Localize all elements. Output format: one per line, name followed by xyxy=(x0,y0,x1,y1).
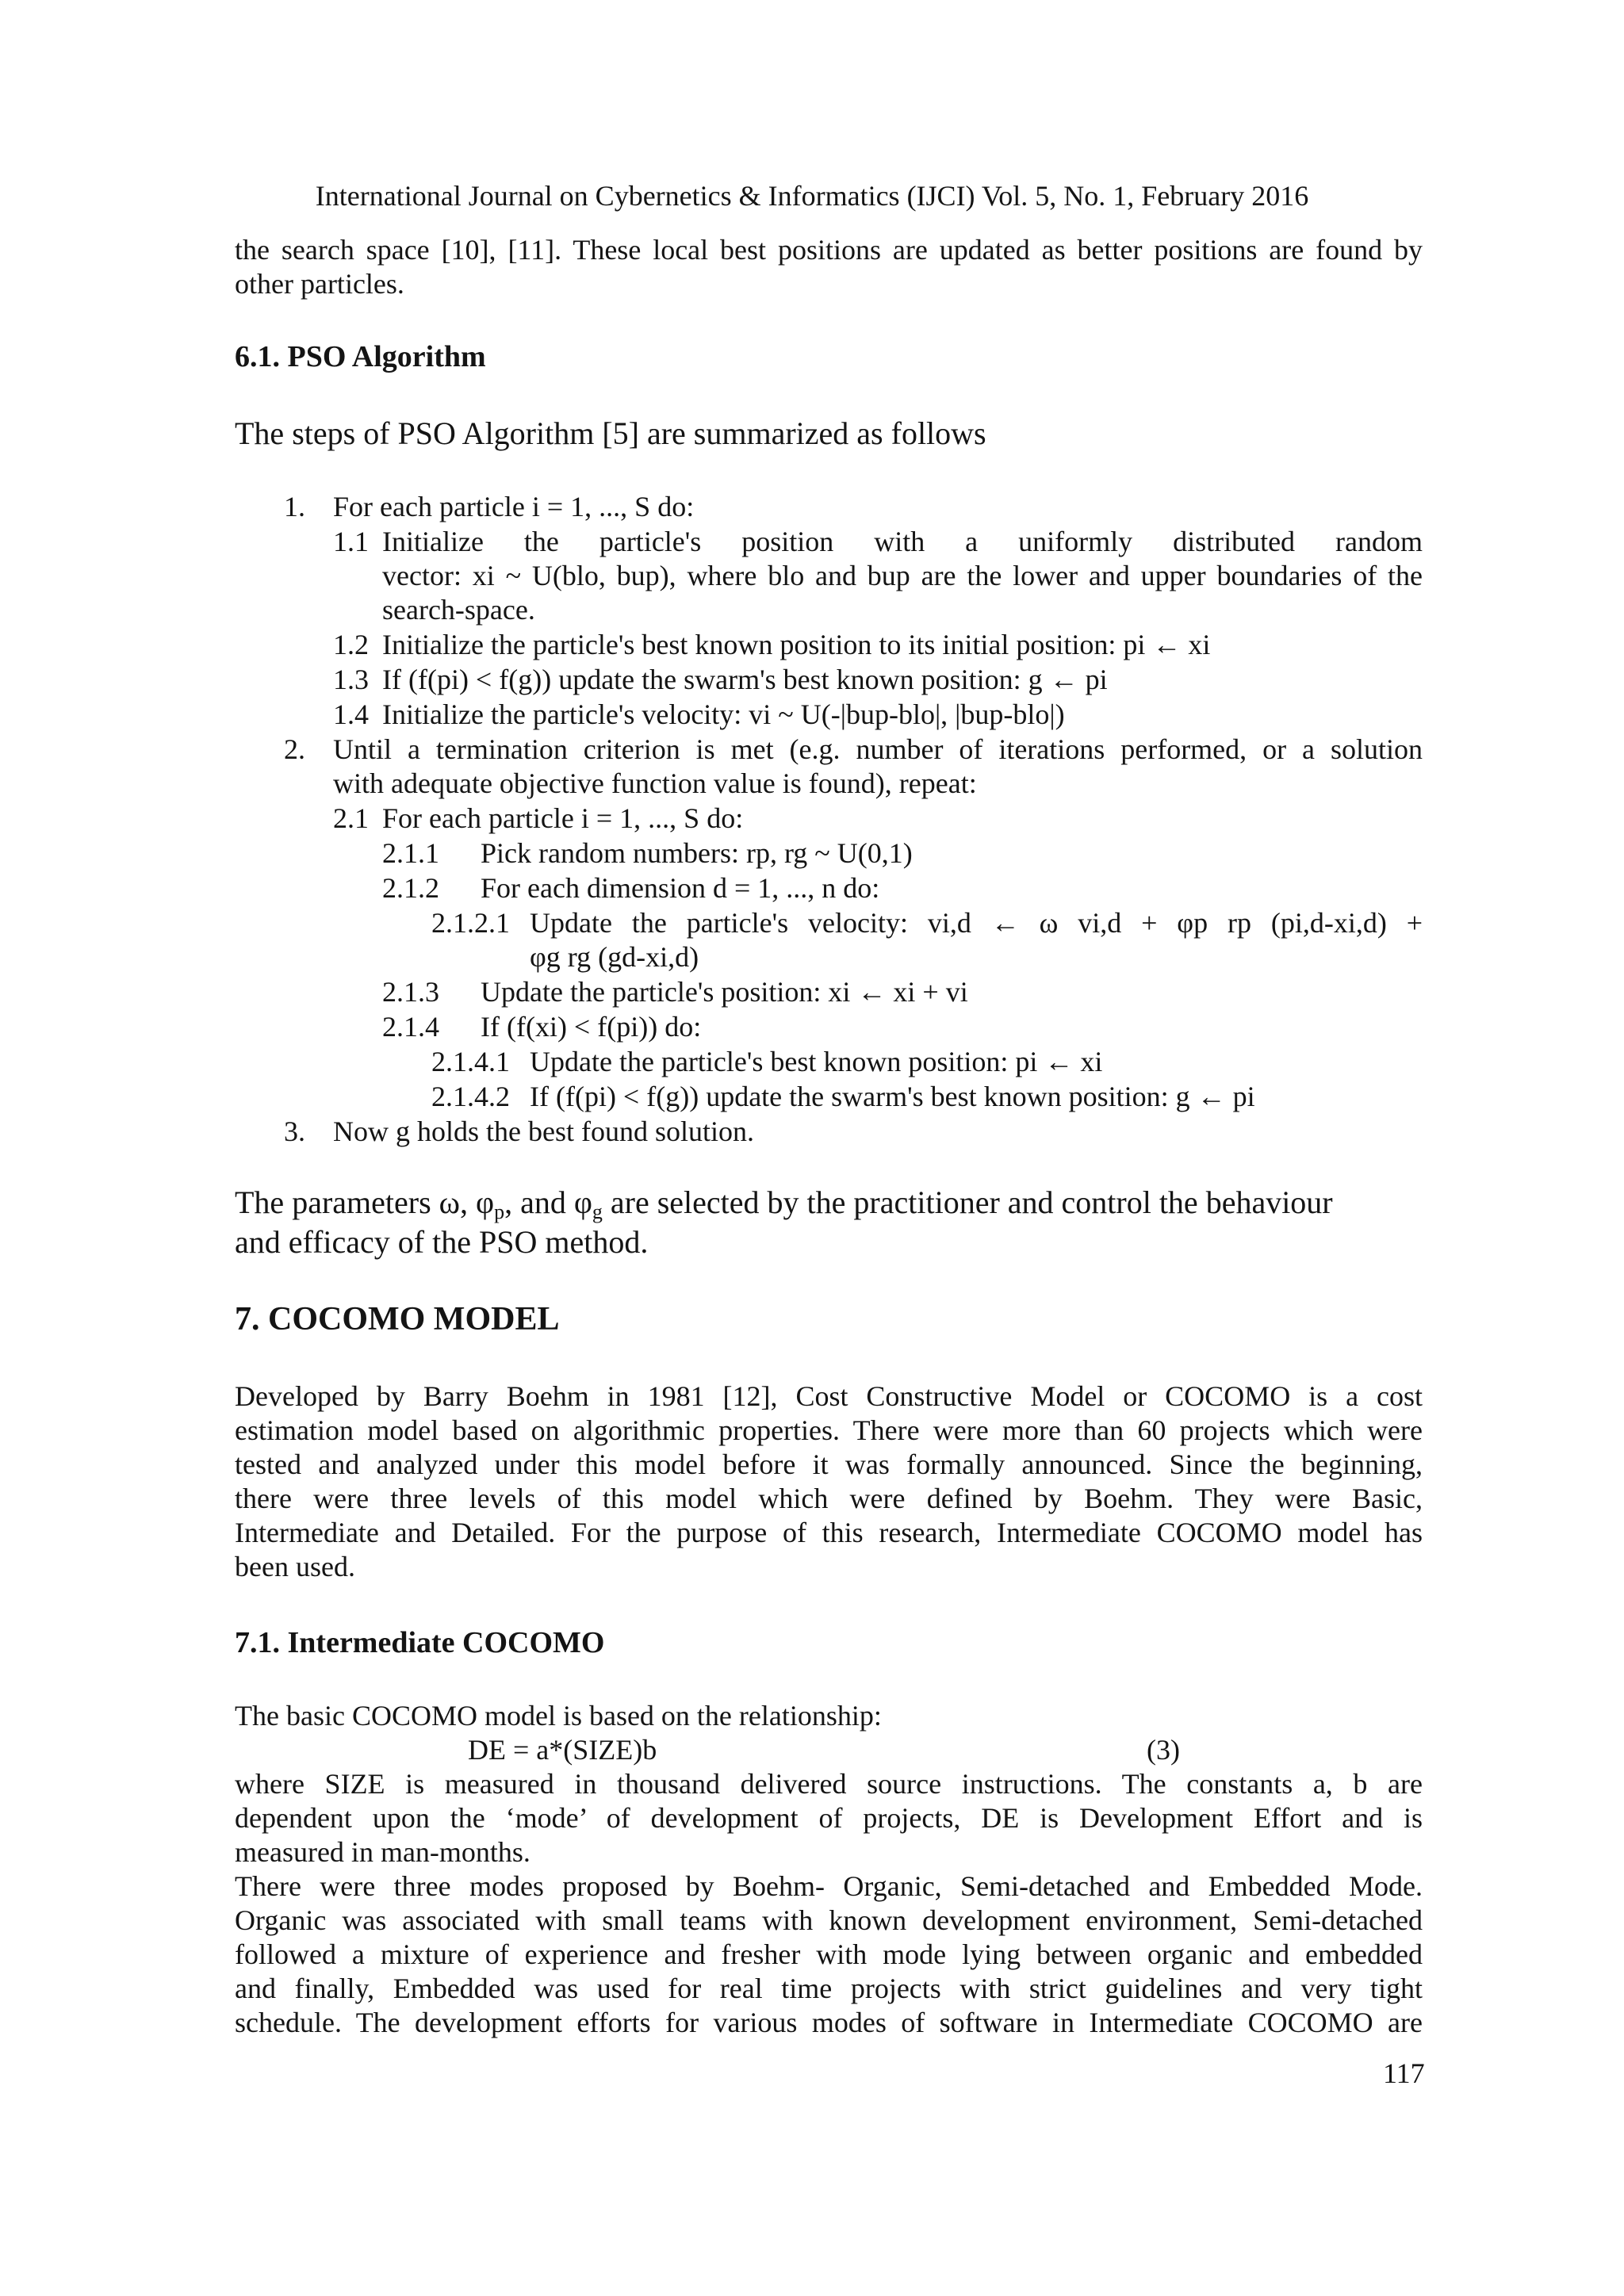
step-2-1-3-number: 2.1.3 xyxy=(382,976,439,1008)
intro-line-2: other particles. xyxy=(235,268,404,300)
modes-para-line: schedule. The development efforts for various modes of software in Intermediate COCOMO are xyxy=(235,2007,1423,2038)
step-2-1-4-1-text: Update the particle's best known position: pi ← xi xyxy=(530,1046,1103,1077)
step-2-line-2: with adequate objective function value is found), repeat: xyxy=(333,767,977,799)
section-7-number: 7. xyxy=(235,1301,268,1337)
step-1-3-text: If (f(pi) < f(g)) update the swarm's best known position: g ← pi xyxy=(382,664,1108,695)
step-2-1-number: 2.1 xyxy=(333,802,369,834)
step-2-1-4-number: 2.1.4 xyxy=(382,1011,439,1043)
modes-para-line: Organic was associated with small teams with known development environment, Semi-detached xyxy=(235,1904,1423,1936)
step-2-1-1-number: 2.1.1 xyxy=(382,837,439,869)
modes-para-line: and finally, Embedded was used for real time projects with strict guidelines and very tight xyxy=(235,1973,1423,2004)
step-1-4-text: Initialize the particle's velocity: vi ~ U(-|bup-blo|, |bup-blo|) xyxy=(382,698,1065,730)
section-7-title: COCOMO MODEL xyxy=(268,1301,560,1337)
size-para-line: dependent upon the ‘mode’ of development of projects, DE is Development Effort and is xyxy=(235,1802,1423,1834)
pso-intro: The steps of PSO Algorithm [5] are summarized as follows xyxy=(235,415,986,451)
step-2-number: 2. xyxy=(284,733,305,765)
cocomo-para-line: there were three levels of this model which were defined by Boehm. They were Basic, xyxy=(235,1483,1423,1514)
step-1-4-number: 1.4 xyxy=(333,698,369,730)
params-sub-g: g xyxy=(592,1200,603,1223)
step-1-1-line-3: search-space. xyxy=(382,594,535,626)
section-heading-6-1: 6.1. PSO Algorithm xyxy=(235,340,486,373)
size-para-line: where SIZE is measured in thousand delivered source instructions. The constants a, b are xyxy=(235,1768,1423,1800)
step-1-2-number: 1.2 xyxy=(333,629,369,660)
step-2-1-2-1-number: 2.1.2.1 xyxy=(431,907,510,939)
step-1-3-number: 1.3 xyxy=(333,664,369,695)
modes-para-line: There were three modes proposed by Boehm- Organic, Semi-detached and Embedded Mode. xyxy=(235,1870,1423,1902)
step-1-1-line-2: vector: xi ~ U(blo, bup), where blo and bup are the lower and upper boundaries of the xyxy=(382,560,1423,591)
step-2-1-2-1-line-1: Update the particle's velocity: vi,d ← ω vi,d + φp rp (pi,d-xi,d) + xyxy=(530,907,1423,939)
cocomo-para-line: Intermediate and Detailed. For the purpose of this research, Intermediate COCOMO model has xyxy=(235,1517,1423,1548)
params-line-2: and efficacy of the PSO method. xyxy=(235,1224,649,1260)
step-2-1-2-number: 2.1.2 xyxy=(382,872,439,904)
step-2-1-3-text: Update the particle's position: xi ← xi + vi xyxy=(481,976,968,1008)
step-1-1-number: 1.1 xyxy=(333,526,369,557)
step-2-line-1: Until a termination criterion is met (e.g. number of iterations performed, or a solution xyxy=(333,733,1423,765)
params-sub-p: p xyxy=(494,1200,505,1223)
step-2-1-4-1-number: 2.1.4.1 xyxy=(431,1046,510,1077)
step-2-1-4-2-number: 2.1.4.2 xyxy=(431,1081,510,1112)
cocomo-para-line: tested and analyzed under this model before it was formally announced. Since the beginning, xyxy=(235,1448,1423,1480)
params-text-b: , and φ xyxy=(504,1184,592,1220)
step-2-1-2-1-line-2: φg rg (gd-xi,d) xyxy=(530,941,699,973)
cocomo-para-line: Developed by Barry Boehm in 1981 [12], Cost Constructive Model or COCOMO is a cost xyxy=(235,1380,1423,1412)
section-heading-7 xyxy=(235,1300,559,1338)
step-1-2-text: Initialize the particle's best known position to its initial position: pi ← xi xyxy=(382,629,1211,660)
basic-cocomo-intro: The basic COCOMO model is based on the relationship: xyxy=(235,1700,882,1732)
size-para-last-line: measured in man-months. xyxy=(235,1836,530,1868)
cocomo-para-line: estimation model based on algorithmic properties. There were more than 60 projects which were xyxy=(235,1414,1423,1446)
step-3-text: Now g holds the best found solution. xyxy=(333,1115,754,1147)
intro-line-1: the search space [10], [11]. These local best positions are updated as better positions are found by xyxy=(235,234,1423,266)
step-2-1-4-text: If (f(xi) < f(pi)) do: xyxy=(481,1011,702,1043)
modes-para-line: followed a mixture of experience and fresher with mode lying between organic and embedded xyxy=(235,1938,1423,1970)
equation-number: (3) xyxy=(1147,1734,1180,1766)
step-1-1-line-1: Initialize the particle's position with a uniformly distributed random xyxy=(382,526,1423,557)
params-text-a: The parameters ω, φ xyxy=(235,1184,495,1220)
step-1-number: 1. xyxy=(284,491,305,522)
step-2-1-1-text: Pick random numbers: rp, rg ~ U(0,1) xyxy=(481,837,913,869)
step-2-1-text: For each particle i = 1, ..., S do: xyxy=(382,802,744,834)
params-text-c: are selected by the practitioner and control the behaviour xyxy=(602,1184,1333,1220)
params-line-1 xyxy=(235,1184,1333,1221)
running-header: International Journal on Cybernetics & Informatics (IJCI) Vol. 5, No. 1, February 2016 xyxy=(315,180,1309,212)
step-1-text: For each particle i = 1, ..., S do: xyxy=(333,491,695,522)
page-number: 117 xyxy=(1383,2057,1425,2089)
step-3-number: 3. xyxy=(284,1115,305,1147)
section-heading-7-1: 7.1. Intermediate COCOMO xyxy=(235,1626,605,1659)
step-2-1-2-text: For each dimension d = 1, ..., n do: xyxy=(481,872,880,904)
step-2-1-4-2-text: If (f(pi) < f(g)) update the swarm's best known position: g ← pi xyxy=(530,1081,1255,1112)
equation: DE = a*(SIZE)b xyxy=(468,1734,657,1766)
cocomo-para-last-line: been used. xyxy=(235,1551,355,1582)
